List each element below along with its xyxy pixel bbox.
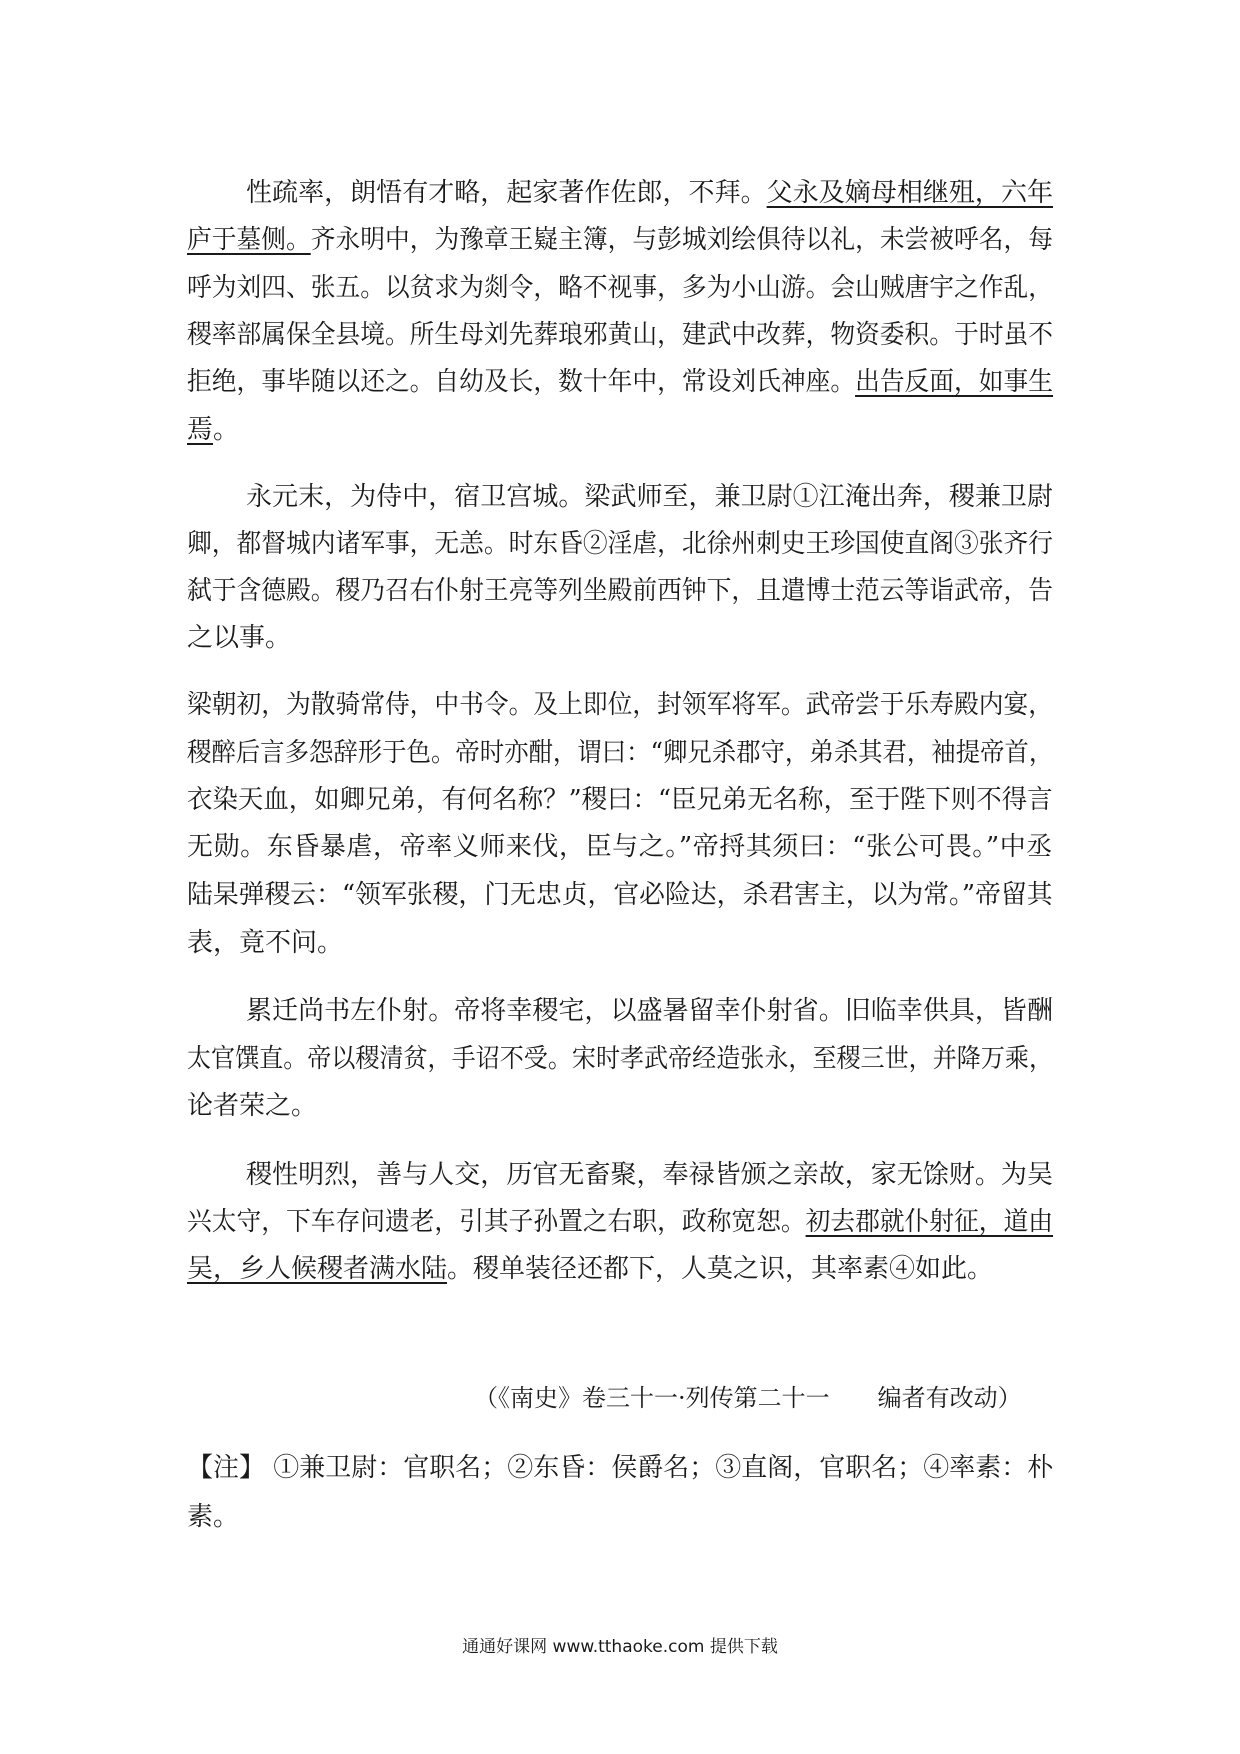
text-segment: 素。 [187,1502,240,1532]
text-segment: 衣染天血，如卿兄弟，有何名称？”稷曰：“臣兄弟无名称，至于陛下则不得言 [187,785,1053,815]
text-segment: 稷率部属保全县境。所生母刘先葬琅邪黄山，建武中改葬，物资委积。于时虽不 [187,320,1054,350]
paragraph-4-line [187,1044,1053,1074]
paragraph-2-line [187,623,291,653]
underlined-text: 父永及嫡母相继殂，六年 [766,178,1054,208]
paragraph-2-line [187,529,1053,559]
paragraph-1-line [246,178,1053,208]
text-segment: 拒绝，事毕随以还之。自幼及长，数十年中，常设刘氏神座。 [187,367,856,397]
paragraph-1-line [187,225,1053,255]
text-segment: 性疏率，朗悟有才略，起家著作佐郎，不拜。 [246,178,767,208]
underlined-text: 出告反面，如事生 [855,367,1054,397]
paragraph-2-line [187,576,1053,606]
text-segment: 论者荣之。 [187,1091,318,1121]
paragraph-3-line [187,832,1053,862]
text-segment: 呼为刘四、张五。以贫求为剡令，略不视事，多为小山游。会山贼唐宇之作乱， [187,273,1054,303]
text-segment: 齐永明中，为豫章王嶷主簿，与彭城刘绘俱待以礼，未尝被呼名，每 [310,225,1054,255]
text-segment: 兴太守，下车存问遗老，引其子孙置之右职，政称宽恕。 [187,1207,806,1237]
paragraph-3-line [187,690,1053,720]
source-citation: （《南史》卷三十一·列传第二十一 编者有改动） [474,1384,1022,1412]
text-segment: 表，竟不问。 [187,928,344,958]
text-segment: 。稷单装径还都下，人莫之识，其率素④如此。 [447,1254,994,1284]
underlined-text: 庐于墓侧。 [187,225,311,255]
paragraph-1-line [187,273,1053,303]
text-segment: 稷醉后言多怨辞形于色。帝时亦酣，谓曰：“卿兄杀郡守，弟杀其君，袖提帝首， [187,738,1054,768]
text-segment: 之以事。 [187,623,292,653]
paragraph-1-line [187,415,239,445]
underlined-text: 焉 [187,415,214,445]
text-segment: 累迁尚书左仆射。帝将幸稷宅，以盛暑留幸仆射省。旧临幸供具，皆酬 [246,996,1054,1026]
paragraph-5-line [187,1254,993,1284]
paragraph-2-line [246,482,1053,512]
notes-line [187,1502,239,1532]
text-segment: 梁朝初，为散骑常侍，中书令。及上即位，封领军将军。武帝尝于乐寿殿内宴， [187,690,1054,720]
text-segment: 稷性明烈，善与人交，历官无畜聚，奉禄皆颁之亲故，家无馀财。为吴 [246,1160,1054,1190]
text-segment: 。 [213,415,240,445]
paragraph-3-line [187,738,1053,768]
text-segment: 无勋。东昏暴虐，帝率义师来伐，臣与之。”帝捋其须曰：“张公可畏。”中丞 [187,832,1053,862]
underlined-text: 吴，乡人候稷者满水陆 [187,1254,448,1284]
paragraph-4-line [246,996,1053,1026]
paragraph-5-line [187,1207,1053,1237]
notes-line [187,1453,1053,1483]
underlined-text: 初去郡就仆射征，道由 [805,1207,1054,1237]
paragraph-4-line [187,1091,317,1121]
paragraph-1-line [187,367,1053,397]
paragraph-3-line [187,880,1053,910]
paragraph-1-line [187,320,1053,350]
paragraph-3-line [187,928,343,958]
text-segment: 【注】 ①兼卫尉：官职名；②东昏：侯爵名；③直阁，官职名；④率素：朴 [187,1453,1054,1483]
text-segment: 卿，都督城内诸军事，无恙。时东昏②淫虐，北徐州刺史王珍国使直阁③张齐行 [187,529,1054,559]
page-footer: 通通好课网 www.tthaoke.com 提供下载 [462,1637,778,1657]
text-segment: 陆杲弹稷云：“领军张稷，门无忠贞，官必险达，杀君害主，以为常。”帝留其 [187,880,1053,910]
paragraph-3-line [187,785,1053,815]
text-segment: 弑于含德殿。稷乃召右仆射王亮等列坐殿前西钟下，且遣博士范云等诣武帝，告 [187,576,1054,606]
text-segment: 太官馔直。帝以稷清贫，手诏不受。宋时孝武帝经造张永，至稷三世，并降万乘， [187,1044,1054,1074]
paragraph-5-line [246,1160,1053,1190]
text-segment: 永元末，为侍中，宿卫宫城。梁武师至，兼卫尉①江淹出奔，稷兼卫尉 [246,482,1054,512]
